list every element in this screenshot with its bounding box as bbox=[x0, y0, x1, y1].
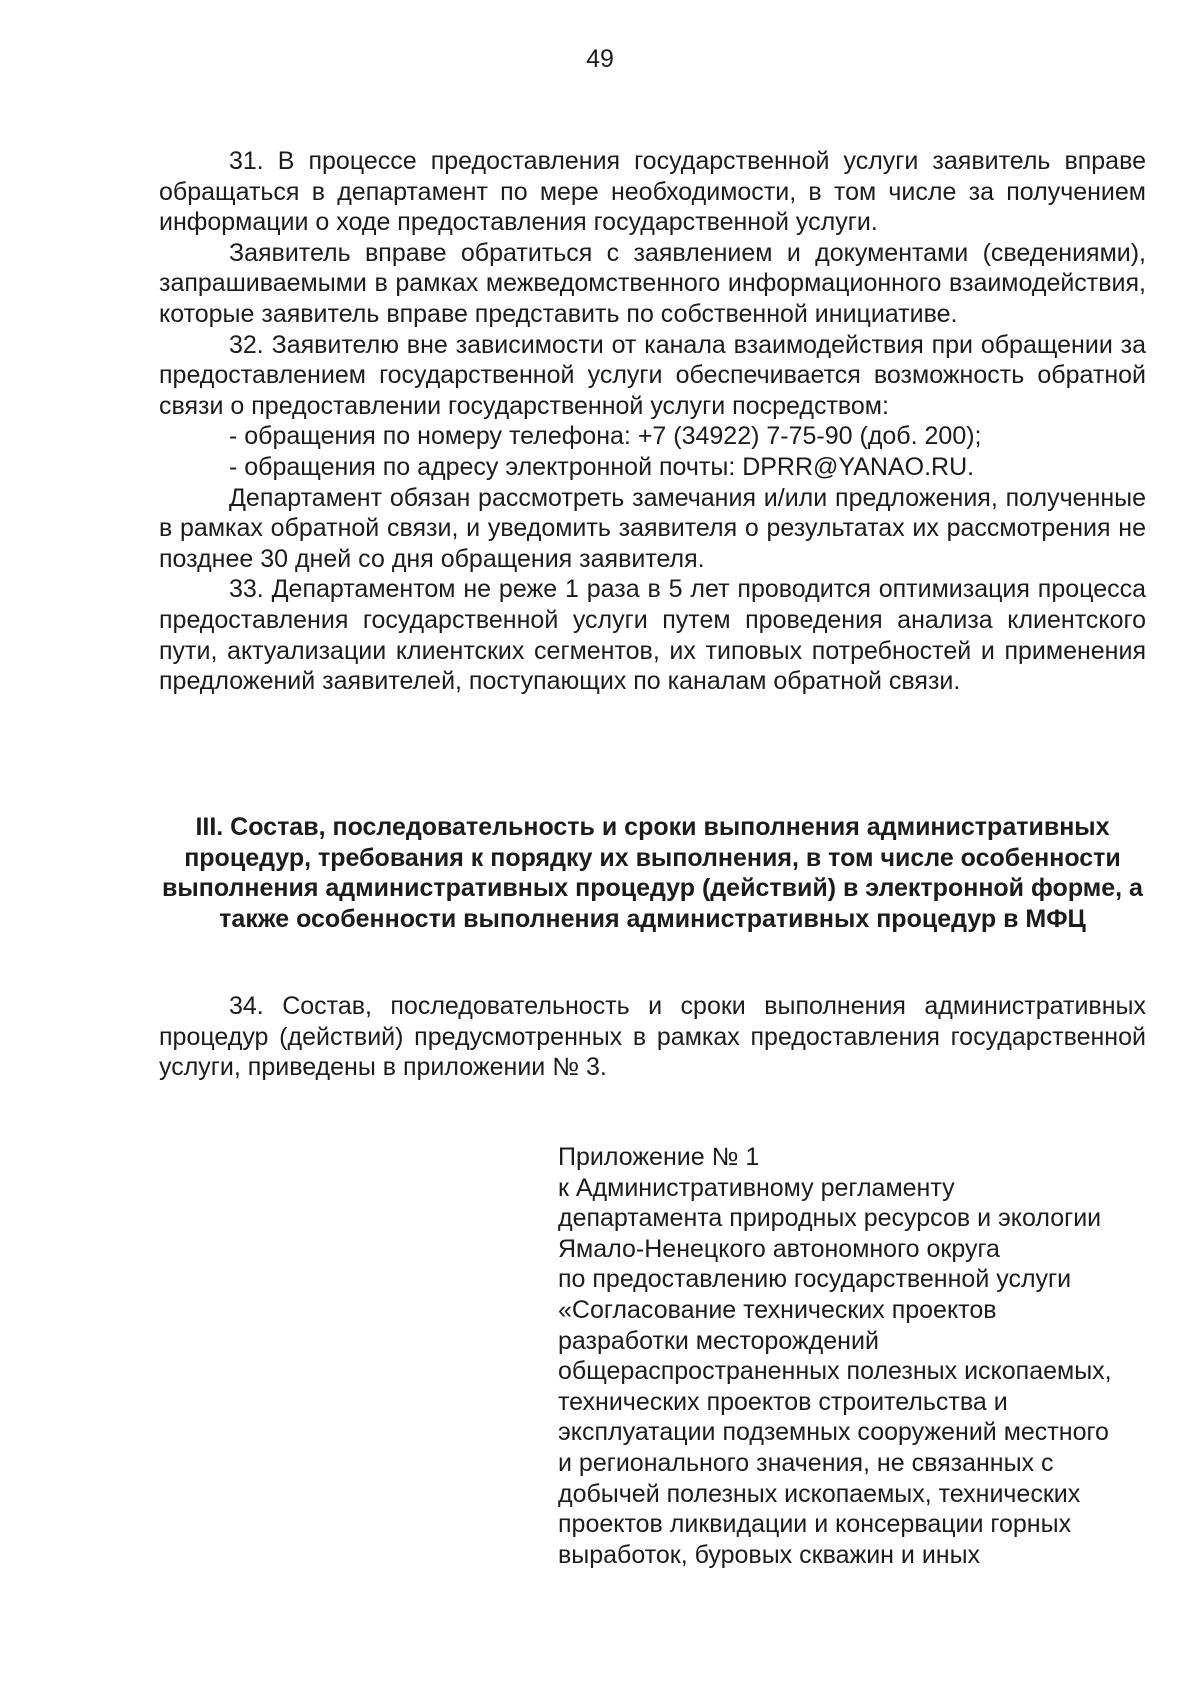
appendix-line: и регионального значения, не связанных с bbox=[558, 1448, 1054, 1477]
appendix-line: добычей полезных ископаемых, технических bbox=[558, 1479, 1081, 1508]
list-item-email: - обращения по адресу электронной почты: DPRR@YANAO.RU. bbox=[229, 452, 975, 481]
appendix-line: «Согласование технических проектов bbox=[558, 1295, 997, 1324]
paragraph-31-applicant-right: Заявитель вправе обратиться с заявлением и документами (сведениями), запрашиваемыми в рамках межведомственного информационного взаимодействия, которые заявитель вправе представить по собственной инициативе. bbox=[159, 238, 1146, 328]
paragraph-33: 33. Департаментом не реже 1 раза в 5 лет проводится оптимизация процесса предоставления государственной услуги путем проведения анализа клиентского пути, актуализации клиентских сегментов, их типовых потребностей и применения предложений заявителей, поступающих по каналам обратной связи. bbox=[159, 575, 1146, 696]
appendix-line: Приложение № 1 bbox=[558, 1143, 760, 1171]
appendix-line: к Административному регламенту bbox=[558, 1173, 955, 1202]
appendix-line: разработки месторождений bbox=[558, 1326, 879, 1355]
body-text bbox=[159, 146, 1146, 697]
appendix-line: эксплуатации подземных сооружений местного bbox=[558, 1418, 1109, 1447]
appendix-line: технических проектов строительства и bbox=[558, 1387, 1008, 1416]
paragraph-34-block bbox=[159, 991, 1146, 1083]
appendix-line: Ямало-Ненецкого автономного округа bbox=[558, 1234, 1000, 1263]
paragraph-34: 34. Состав, последовательность и сроки выполнения административных процедур (действий) предусмотренных в рамках предоставления государственной услуги, приведены в приложении № 3. bbox=[159, 992, 1146, 1082]
appendix-line: департамента природных ресурсов и экологии bbox=[558, 1204, 1102, 1233]
paragraph-32: 32. Заявителю вне зависимости от канала взаимодействия при обращении за предоставлением государственной услуги обеспечивается возможность обратной связи о предоставлении государственной услуги посредством: bbox=[159, 330, 1146, 420]
appendix-line: общераспространенных полезных ископаемых, bbox=[558, 1357, 1112, 1386]
appendix-header bbox=[558, 1142, 1158, 1570]
list-item-phone: - обращения по номеру телефона: +7 (34922) 7-75-90 (доб. 200); bbox=[229, 422, 982, 451]
appendix-line: проектов ликвидации и консервации горных bbox=[558, 1510, 1072, 1539]
page-number: 49 bbox=[586, 45, 614, 73]
paragraph-32-feedback-review: Департамент обязан рассмотреть замечания и/или предложения, полученные в рамках обратной связи, и уведомить заявителя о результатах их рассмотрения не позднее 30 дней со дня обращения заявителя. bbox=[159, 483, 1146, 573]
appendix-line: по предоставлению государственной услуги bbox=[558, 1265, 1072, 1294]
paragraph-31: 31. В процессе предоставления государственной услуги заявитель вправе обращаться в департамент по мере необходимости, в том числе за получением информации о ходе предоставления государственной услуги. bbox=[159, 147, 1146, 237]
section-heading: III. Состав, последовательность и сроки выполнения административных процедур, требования к порядку их выполнения, в том числе особенности выполнения административных процедур (действий) в электронной форме, а также особенности выполнения административных процедур в МФЦ bbox=[162, 813, 1143, 933]
appendix-line: выработок, буровых скважин и иных bbox=[558, 1540, 981, 1569]
